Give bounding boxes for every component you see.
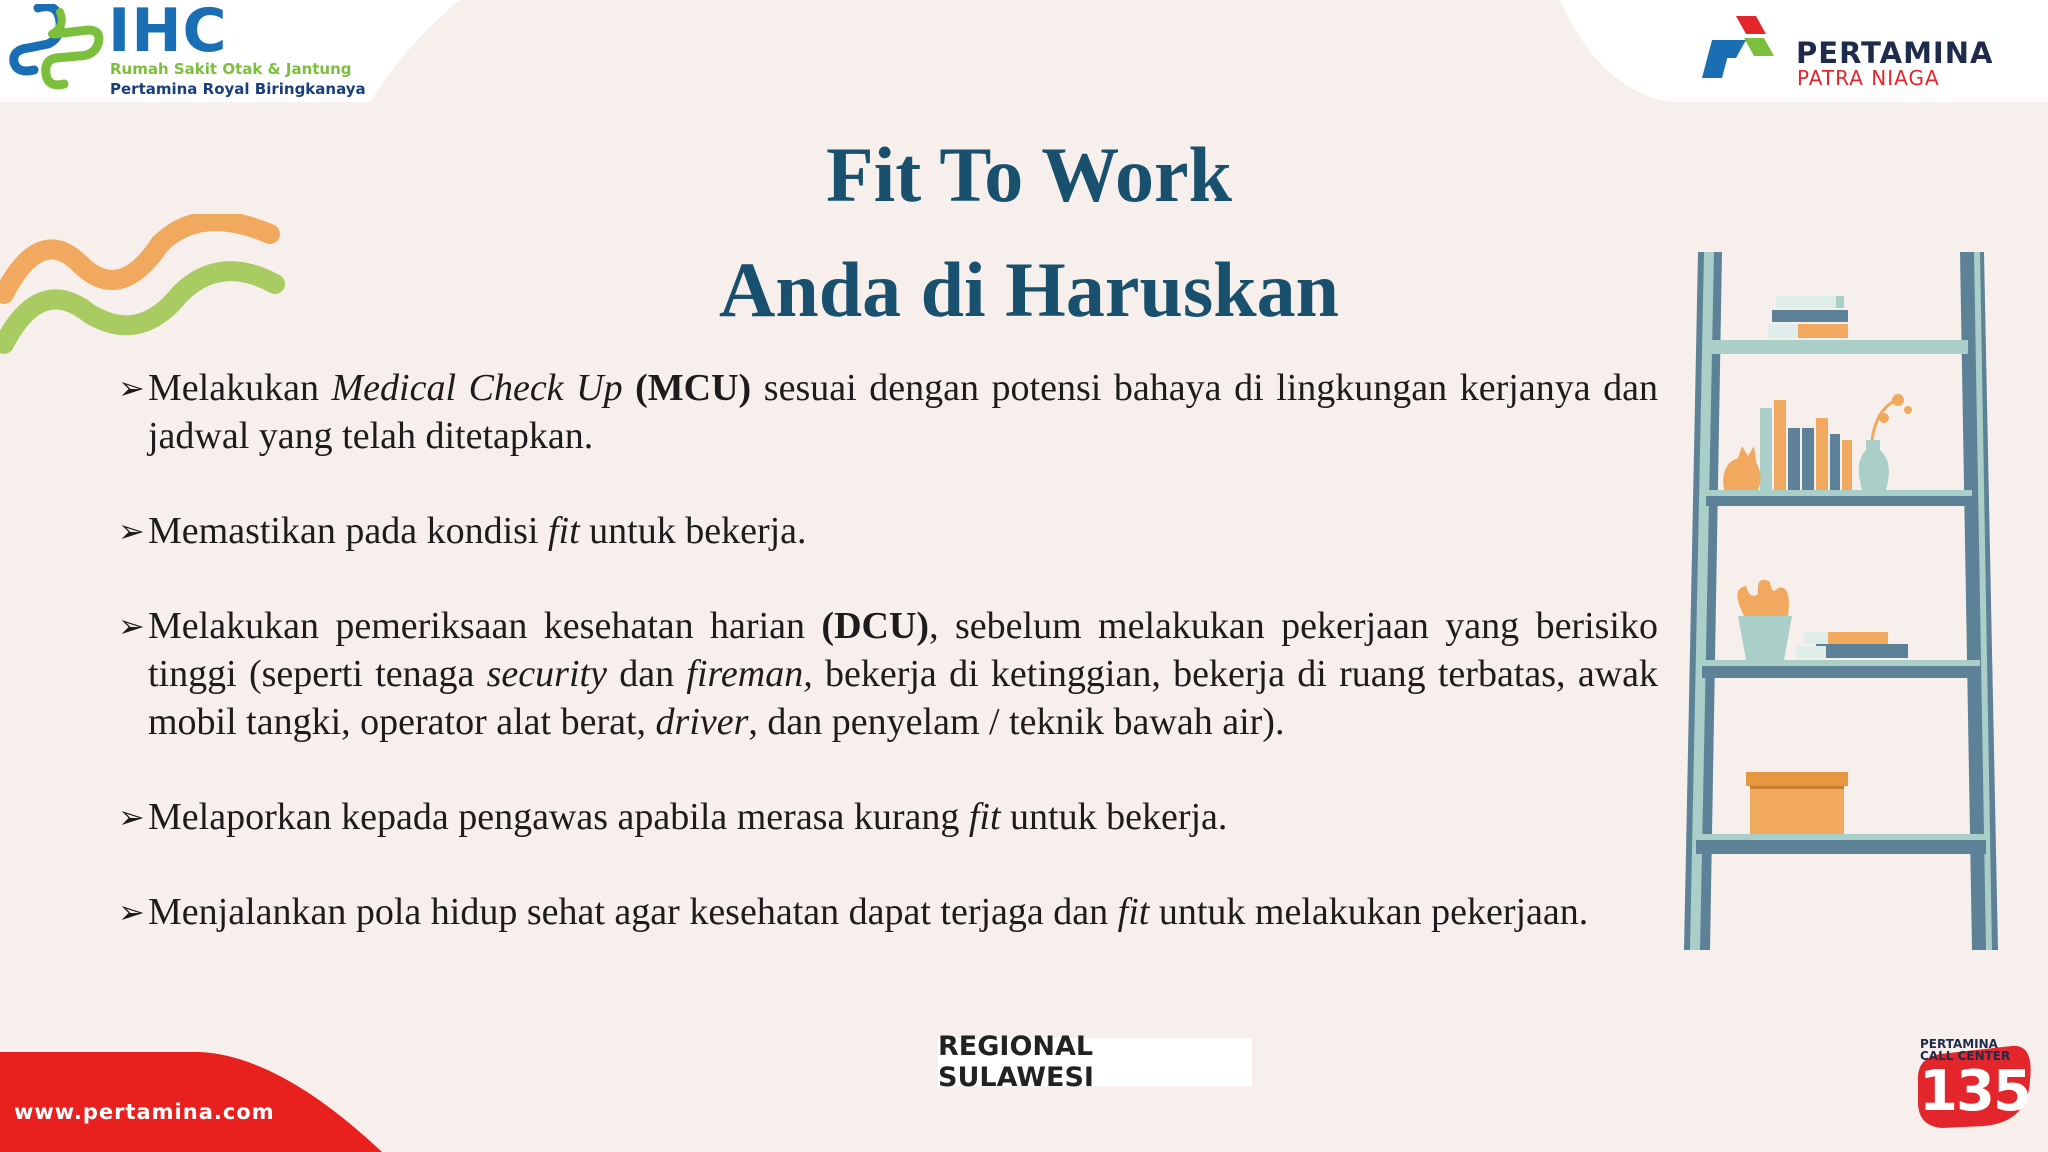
bullet-text: fit (1117, 891, 1150, 933)
bullet-item (118, 364, 1658, 460)
ihc-brand: IHC (108, 0, 228, 66)
page-subtitle: Anda di Haruskan (719, 246, 1339, 333)
bookshelf-illustration (1680, 250, 2005, 950)
bullet-text: , dan penyelam / teknik bawah air). (748, 701, 1285, 743)
bullet-text: Melakukan (148, 367, 332, 409)
bullet-text: Medical Check Up (331, 367, 623, 409)
ihc-subtitle-1: Rumah Sakit Otak & Jantung (110, 60, 352, 78)
bullet-arrow-icon: ➢ (118, 512, 145, 550)
bullet-arrow-icon: ➢ (118, 798, 145, 836)
bullet-text: Melakukan pemeriksaan kesehatan harian (148, 605, 822, 647)
bullet-text: fit (547, 510, 580, 552)
bullet-list (118, 364, 1658, 983)
bullet-text: fireman, (686, 653, 813, 695)
call-center-label-1: PERTAMINA (1920, 1037, 1998, 1051)
pertamina-name: PERTAMINA (1796, 36, 1994, 70)
bullet-text (623, 367, 636, 409)
bullet-text: (DCU) (821, 605, 930, 647)
bullet-item (118, 507, 1658, 555)
bullet-text: sesuai dengan potensi bahaya di lingkungan kerjanya dan jadwal yang telah ditetapkan. (148, 367, 1659, 457)
bullet-text: untuk melakukan pekerjaan. (1149, 891, 1589, 933)
bullet-text: driver (655, 701, 749, 743)
bullet-item (118, 602, 1658, 746)
bullet-item (118, 793, 1658, 841)
bullet-text: , sebelum melakukan pekerjaan yang berisiko tinggi (seperti tenaga (148, 605, 1658, 695)
bullet-text: fit (968, 796, 1001, 838)
pertamina-subtitle: PATRA NIAGA (1797, 66, 1940, 90)
call-center-number: 135 (1919, 1059, 2030, 1124)
bullet-arrow-icon: ➢ (118, 369, 145, 407)
bullet-text: Memastikan pada kondisi (148, 510, 548, 552)
bullet-text: (MCU) (635, 367, 752, 409)
pertamina-logo-icon (1698, 14, 1784, 82)
bullet-item (118, 888, 1658, 936)
bullet-text: dan (606, 653, 687, 695)
bullet-text: Melaporkan kepada pengawas apabila merasa kurang (148, 796, 969, 838)
bullet-text: security (486, 653, 607, 695)
website-url[interactable]: www.pertamina.com (14, 1100, 275, 1124)
bullet-text: bekerja di ketinggian, bekerja di ruang terbatas, awak mobil tangki, operator alat berat, (148, 653, 1658, 743)
ihc-subtitle-2: Pertamina Royal Biringkanaya (110, 80, 366, 98)
bullet-text: Menjalankan pola hidup sehat agar kesehatan dapat terjaga dan (148, 891, 1118, 933)
bullet-arrow-icon: ➢ (118, 607, 145, 645)
ihc-logo-icon (8, 4, 104, 92)
bullet-arrow-icon: ➢ (118, 893, 145, 931)
bullet-text: untuk bekerja. (1000, 796, 1228, 838)
page-title: Fit To Work (825, 131, 1233, 218)
call-center-label-2: CALL CENTER (1920, 1049, 2011, 1063)
bullet-text: untuk bekerja. (579, 510, 807, 552)
regional-label: REGIONAL SULAWESI (938, 1038, 1252, 1086)
